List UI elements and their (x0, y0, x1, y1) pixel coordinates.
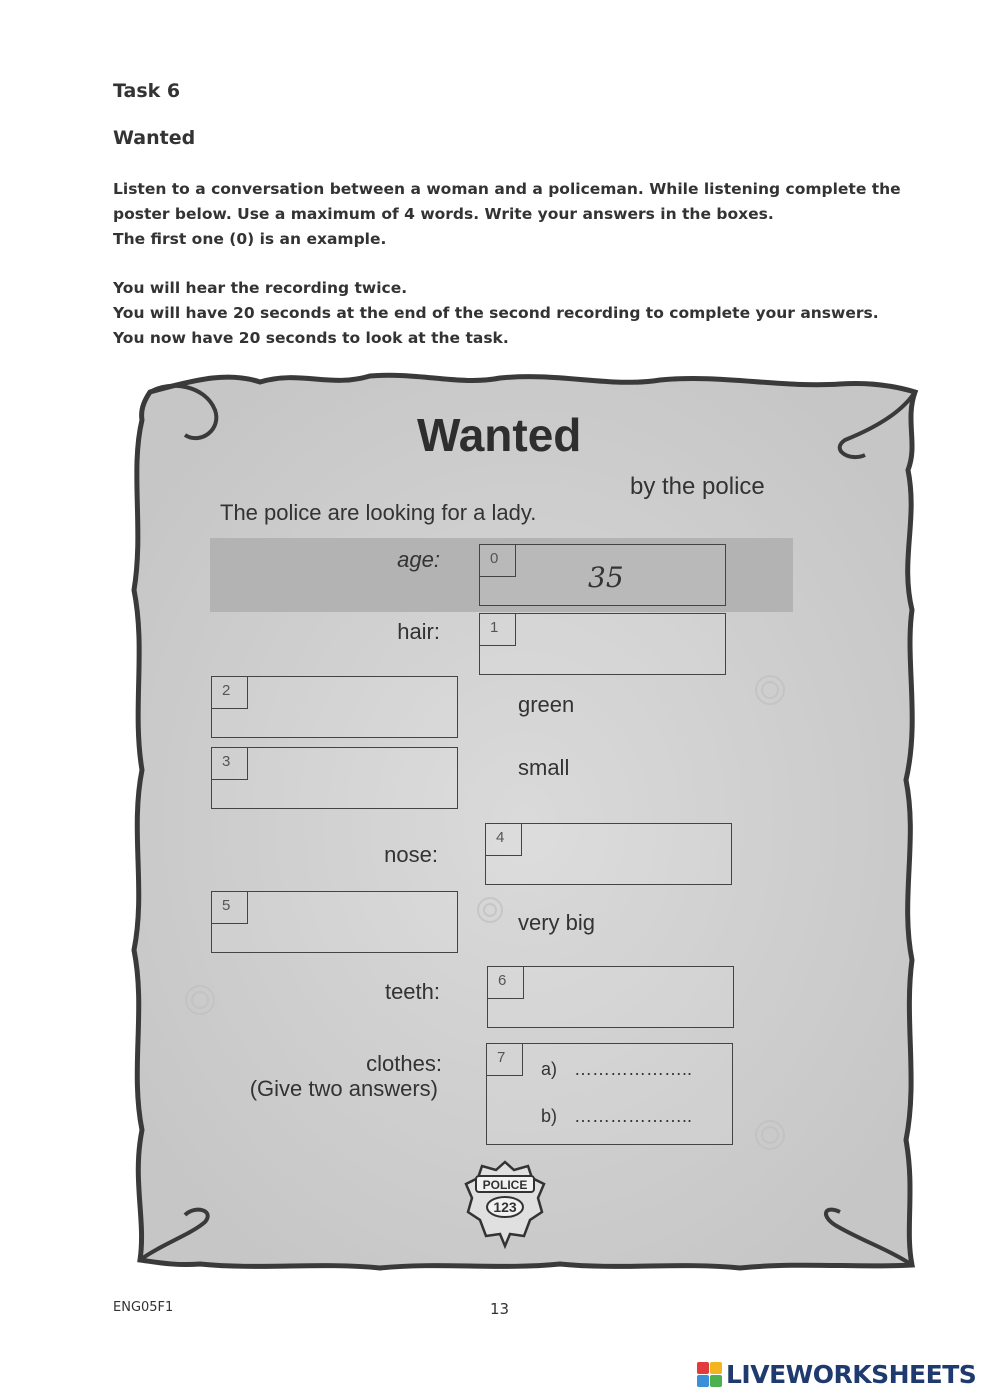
liveworksheets-wordmark: LIVEWORKSHEETS (726, 1359, 977, 1389)
poster-intro: The police are looking for a lady. (220, 500, 537, 525)
liveworksheets-brand[interactable] (697, 1357, 976, 1391)
instruction-line: Listen to a conversation between a woman and a policeman. While listening complete the (113, 180, 901, 198)
value-small: small (518, 755, 570, 780)
question-number: 6 (488, 967, 524, 999)
answer-box-2[interactable] (211, 676, 458, 738)
question-number: 3 (212, 748, 248, 780)
task-title: Wanted (113, 127, 196, 149)
age-answer-box (479, 544, 726, 606)
item-a-dots[interactable]: ……………….. (574, 1059, 693, 1079)
clothes-item-a (541, 1059, 692, 1080)
instruction-line: You now have 20 seconds to look at the task. (113, 329, 509, 347)
instruction-line: You will hear the recording twice. (113, 279, 408, 297)
police-badge-icon (462, 1158, 548, 1250)
instruction-line: poster below. Use a maximum of 4 words. Write your answers in the boxes. (113, 205, 774, 223)
teeth-answer-box[interactable] (487, 966, 734, 1028)
answer-box-3[interactable] (211, 747, 458, 809)
instruction-line: You will have 20 seconds at the end of the second recording to complete your answers. (113, 304, 879, 322)
item-b-dots[interactable]: ……………….. (574, 1106, 693, 1126)
question-number: 5 (212, 892, 248, 924)
hair-label: hair: (397, 619, 440, 644)
document-code: ENG05F1 (113, 1300, 174, 1315)
teeth-label: teeth: (384, 979, 440, 1004)
example-answer: 35 (588, 561, 624, 594)
question-number: 7 (487, 1044, 523, 1076)
age-label: age: (397, 547, 440, 572)
liveworksheets-logo-icon (697, 1362, 722, 1387)
question-number: 4 (486, 824, 522, 856)
clothes-note: (Give two answers) (249, 1076, 438, 1101)
question-number: 0 (480, 545, 516, 577)
question-number: 2 (212, 677, 248, 709)
hair-answer-box[interactable] (479, 613, 726, 675)
instruction-line: The first one (0) is an example. (113, 230, 387, 248)
nose-answer-box[interactable] (485, 823, 732, 885)
task-number: Task 6 (113, 80, 181, 102)
question-number: 1 (480, 614, 516, 646)
badge-text-police: POLICE (482, 1178, 528, 1192)
poster-subtitle: by the police (630, 473, 765, 500)
value-very-big: very big (518, 910, 596, 935)
poster-title: Wanted (417, 409, 582, 461)
item-a-marker: a) (541, 1059, 558, 1079)
clothes-label: clothes: (366, 1051, 442, 1076)
answer-box-5[interactable] (211, 891, 458, 953)
clothes-item-b (541, 1106, 692, 1127)
value-green: green (518, 692, 575, 717)
item-b-marker: b) (541, 1106, 558, 1126)
page-number: 13 (490, 1300, 510, 1318)
nose-label: nose: (384, 842, 438, 867)
badge-text-number: 123 (493, 1199, 517, 1215)
clothes-answer-box (486, 1043, 733, 1145)
